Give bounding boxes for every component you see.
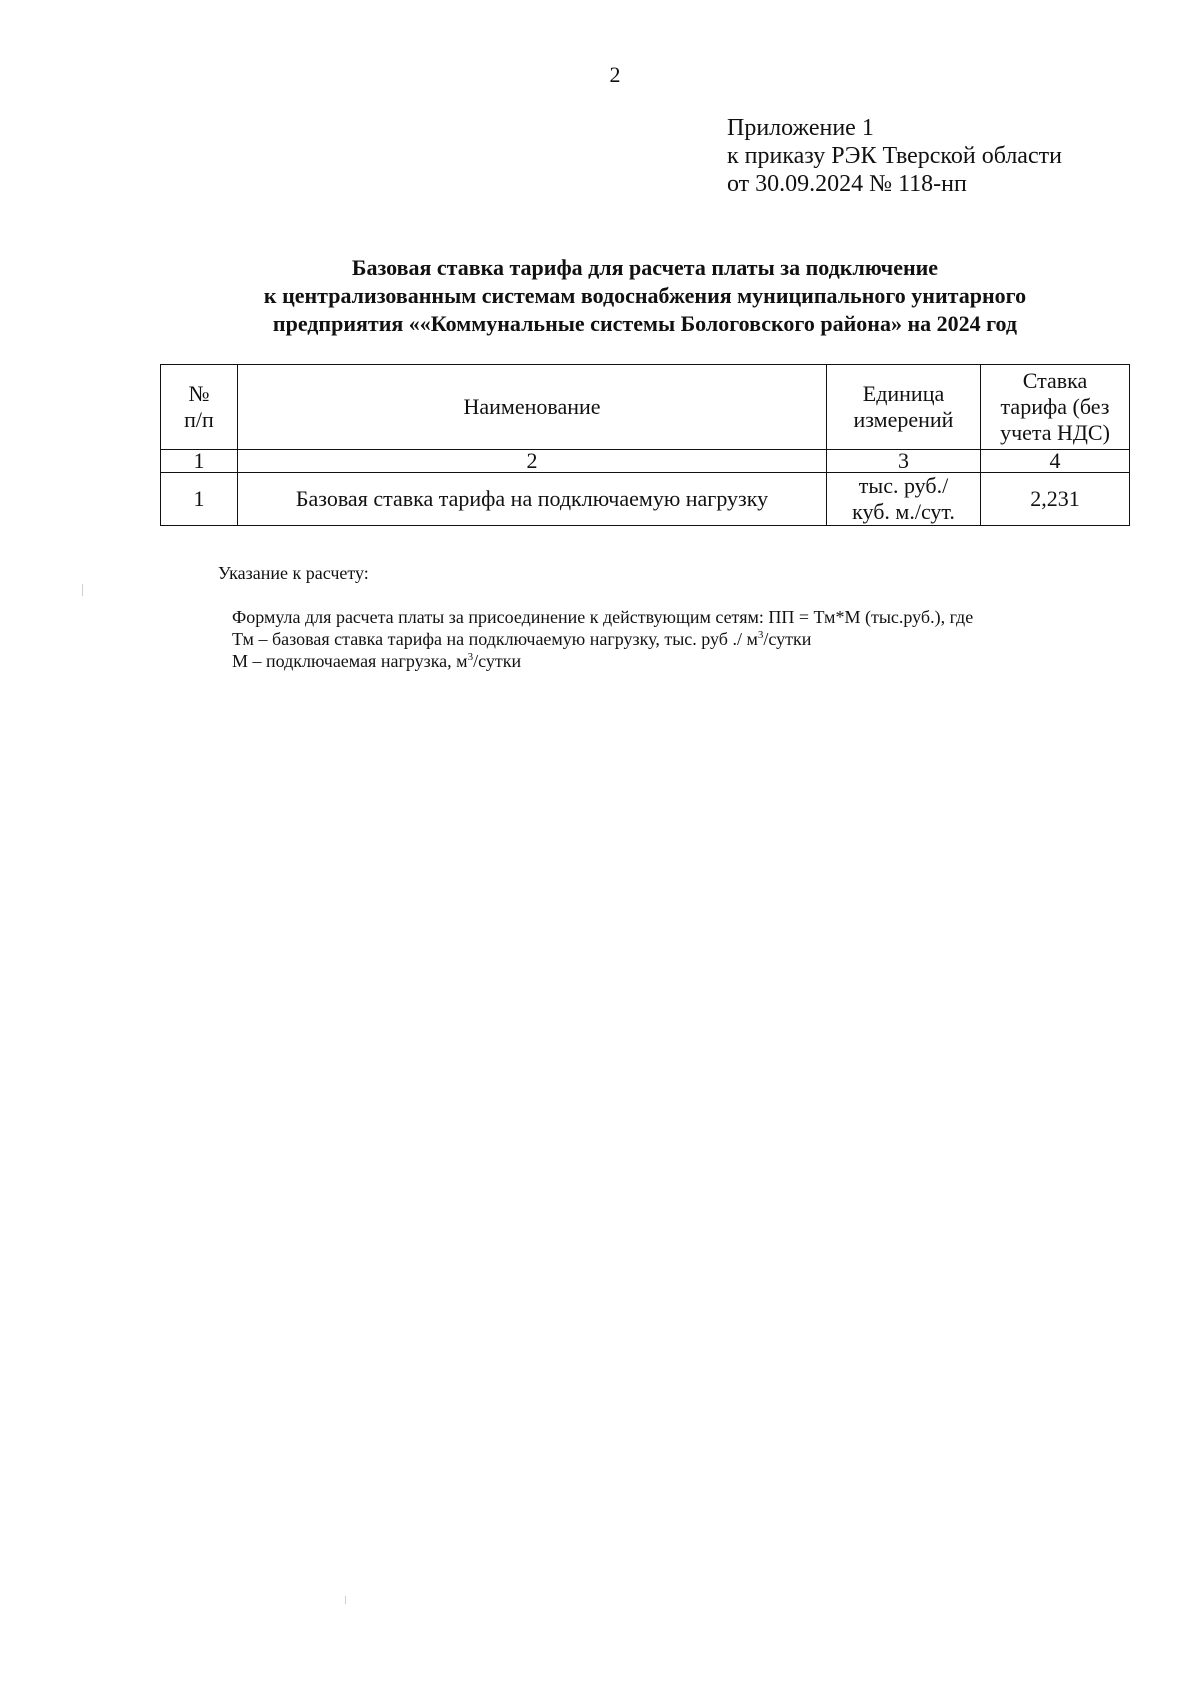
- page-number: 2: [609, 62, 621, 87]
- formula-block: [218, 606, 973, 672]
- tm-definition-text: Тм – базовая ставка тарифа на подключаемую нагрузку, тыс. руб ./ м: [232, 629, 758, 649]
- calculation-instructions: [218, 562, 973, 672]
- row-number: 1: [161, 473, 238, 526]
- m-definition-unit: /сутки: [473, 651, 522, 671]
- annex-line-2: к приказу РЭК Тверской области: [727, 143, 1062, 169]
- header-number: [161, 365, 238, 450]
- tm-definition-unit: /сутки: [763, 629, 812, 649]
- row-rate: 2,231: [981, 473, 1130, 526]
- column-index-row: [161, 450, 1130, 473]
- table-header-row: [161, 365, 1130, 450]
- title-line-2: к централизованным системам водоснабжения муниципального унитарного: [263, 283, 1027, 308]
- scan-artifact: [82, 584, 83, 596]
- header-rate: [981, 365, 1130, 450]
- header-number-line-2: п/п: [184, 407, 214, 432]
- header-unit-line-2: измерений: [853, 407, 954, 432]
- header-rate-line-1: Ставка: [1022, 368, 1088, 393]
- tm-definition: [232, 628, 973, 650]
- header-name-label: Наименование: [463, 394, 601, 419]
- row-unit-line-2: куб. м./сут.: [852, 499, 955, 524]
- m-definition-text: М – подключаемая нагрузка, м: [232, 651, 468, 671]
- m-definition: [232, 650, 973, 672]
- column-index-cell: 2: [238, 450, 827, 473]
- tm-definition-superscript: 3: [757, 629, 764, 641]
- column-index-cell: 3: [827, 450, 981, 473]
- annex-line-1: Приложение 1: [727, 115, 874, 141]
- column-index-cell: 4: [981, 450, 1130, 473]
- title-line-3: предприятия ««Коммунальные системы Бологовского района» на 2024 год: [272, 311, 1018, 336]
- row-name: Базовая ставка тарифа на подключаемую нагрузку: [238, 473, 827, 526]
- header-unit-line-1: Единица: [862, 381, 945, 406]
- header-unit: [827, 365, 981, 450]
- header-rate-line-2: тарифа (без: [1000, 394, 1110, 419]
- table-row: [161, 473, 1130, 526]
- m-definition-superscript: 3: [467, 651, 474, 663]
- title-line-1: Базовая ставка тарифа для расчета платы за подключение: [351, 255, 939, 280]
- formula-line: Формула для расчета платы за присоединение к действующим сетям: ПП = Тм*М (тыс.руб.), где: [232, 607, 974, 627]
- scan-artifact: [345, 1596, 346, 1604]
- header-name: [238, 365, 827, 450]
- document-title: [160, 254, 1130, 338]
- row-unit-line-1: тыс. руб./: [858, 473, 949, 498]
- annex-line-3: от 30.09.2024 № 118-нп: [727, 171, 967, 197]
- column-index-cell: 1: [161, 450, 238, 473]
- header-number-line-1: №: [188, 381, 210, 406]
- row-unit: [827, 473, 981, 526]
- annex-block: [727, 114, 1062, 198]
- tariff-table: [160, 364, 1130, 526]
- instructions-title: Указание к расчету:: [218, 563, 369, 583]
- header-rate-line-3: учета НДС): [1000, 420, 1110, 445]
